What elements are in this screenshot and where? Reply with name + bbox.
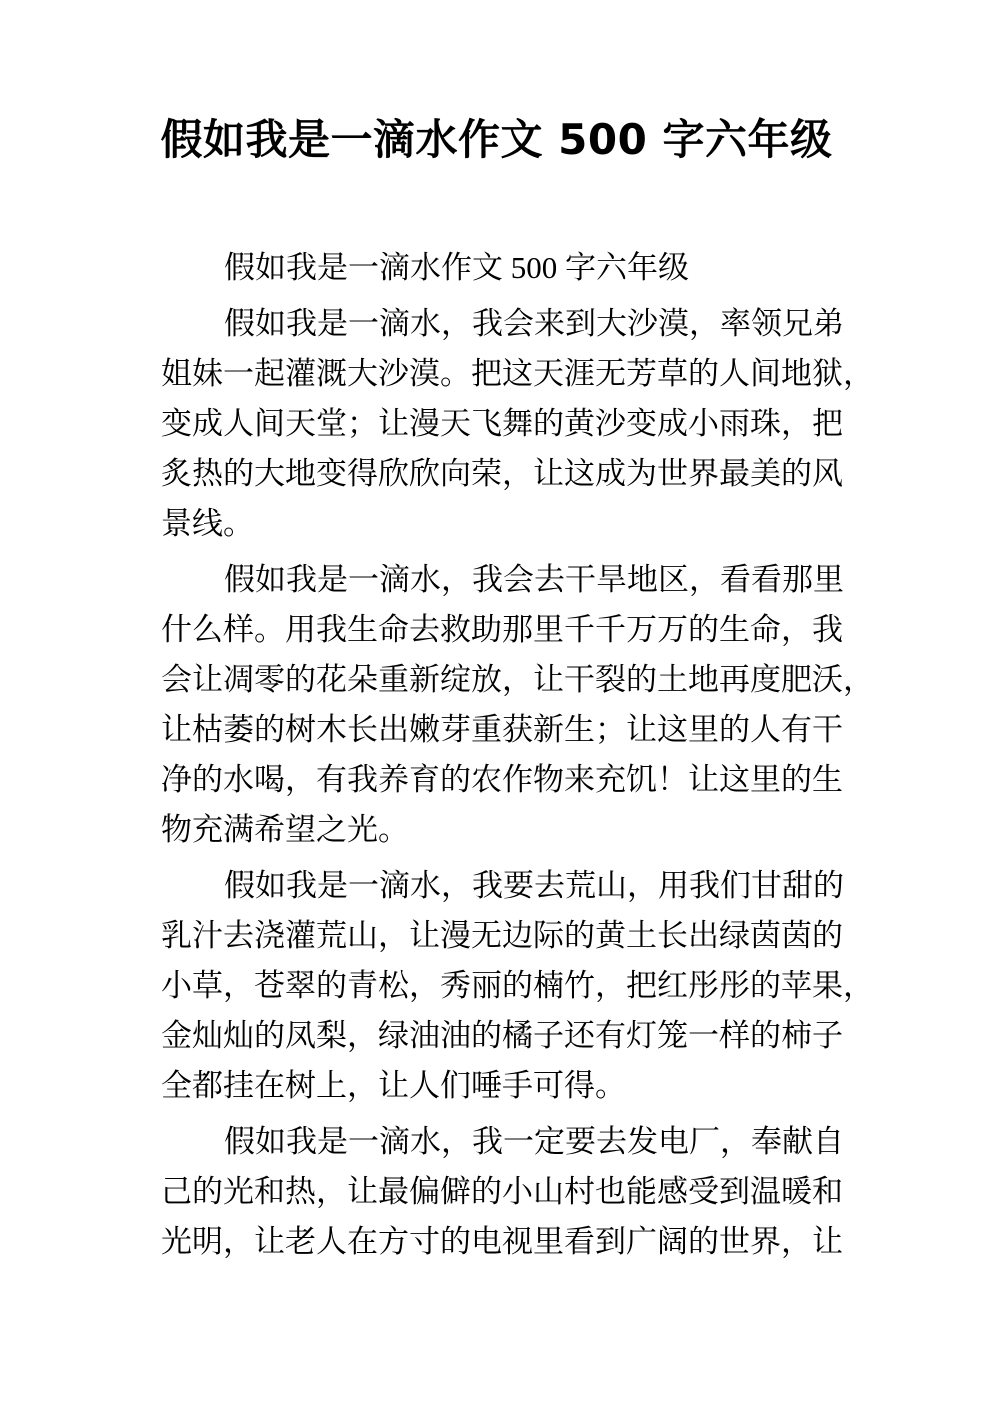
- paragraph-line: 假如我是一滴水作文 500 字六年级: [224, 250, 689, 285]
- paragraph-line: 物充满希望之光。: [161, 812, 409, 847]
- paragraph-line: 假如我是一滴水，我要去荒山，用我们甘甜的: [224, 868, 844, 903]
- paragraph-line: 假如我是一滴水，我会去干旱地区，看看那里: [224, 562, 844, 597]
- paragraph-line: 变成人间天堂；让漫天飞舞的黄沙变成小雨珠，把: [161, 406, 843, 441]
- essay-body: [161, 243, 874, 1267]
- paragraph-line: 光明，让老人在方寸的电视里看到广阔的世界，让: [161, 1224, 843, 1259]
- paragraph-line: 全都挂在树上，让人们唾手可得。: [161, 1068, 626, 1103]
- paragraph-line: 假如我是一滴水，我会来到大沙漠，率领兄弟: [224, 306, 844, 341]
- paragraph: [161, 299, 874, 549]
- paragraph-line: 假如我是一滴水，我一定要去发电厂，奉献自: [224, 1124, 844, 1159]
- paragraph-line: 己的光和热，让最偏僻的小山村也能感受到温暖和: [161, 1174, 843, 1209]
- paragraph-line: 什么样。用我生命去救助那里千千万万的生命，我: [161, 612, 843, 647]
- paragraph: [161, 1117, 844, 1267]
- paragraph-line: 炙热的大地变得欣欣向荣，让这成为世界最美的风: [161, 456, 843, 491]
- paragraph: [161, 555, 874, 855]
- paragraph-line: 净的水喝，有我养育的农作物来充饥！让这里的生: [161, 762, 843, 797]
- paragraph-line: 会让凋零的花朵重新绽放，让干裂的土地再度肥沃，: [161, 662, 874, 697]
- paragraph-line: 姐妹一起灌溉大沙漠。把这天涯无芳草的人间地狱，: [161, 356, 874, 391]
- paragraph-line: 乳汁去浇灌荒山，让漫无边际的黄土长出绿茵茵的: [161, 918, 843, 953]
- paragraph-line: 金灿灿的凤梨，绿油油的橘子还有灯笼一样的柿子: [161, 1018, 843, 1053]
- paragraph-line: 让枯萎的树木长出嫩芽重获新生；让这里的人有干: [161, 712, 843, 747]
- paragraph-line: 小草，苍翠的青松，秀丽的楠竹，把红彤彤的苹果，: [161, 968, 874, 1003]
- essay-title: 假如我是一滴水作文 500 字六年级: [160, 115, 833, 164]
- paragraph: [161, 861, 874, 1111]
- paragraph-line: 景线。: [161, 506, 254, 541]
- paragraph: [161, 243, 837, 293]
